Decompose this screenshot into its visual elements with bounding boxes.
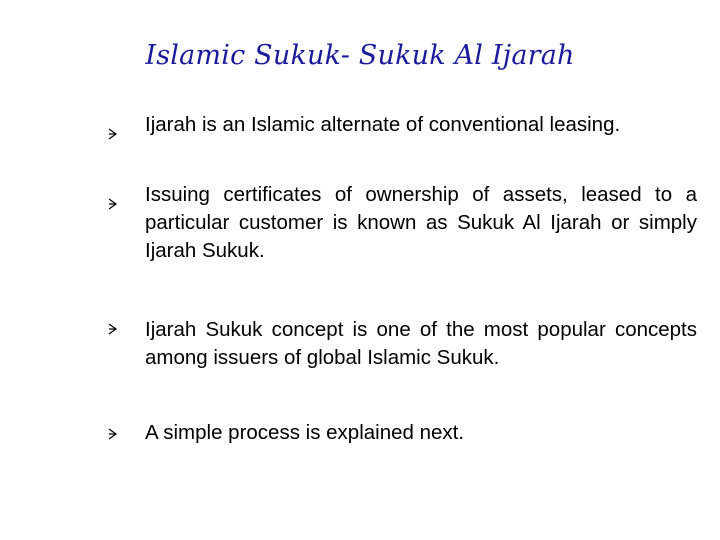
arrow-bullet-icon: [108, 323, 120, 337]
arrow-bullet-icon: [108, 198, 120, 212]
arrow-bullet-icon: [108, 428, 120, 442]
slide-title: Islamic Sukuk- Sukuk Al Ijarah: [145, 40, 575, 71]
arrow-bullet-icon: [108, 128, 120, 142]
bullet-text: A simple process is explained next.: [145, 421, 465, 444]
bullet-text: Ijarah is an Islamic alternate of conventional leasing.: [145, 113, 621, 136]
bullet-text: Issuing certificates of ownership of assets, leased to a particular customer is known as Sukuk Al Ijarah or simply Ijarah Sukuk.: [145, 183, 697, 262]
bullet-text: Ijarah Sukuk concept is one of the most popular concepts among issuers of global Islamic Sukuk.: [145, 318, 697, 369]
